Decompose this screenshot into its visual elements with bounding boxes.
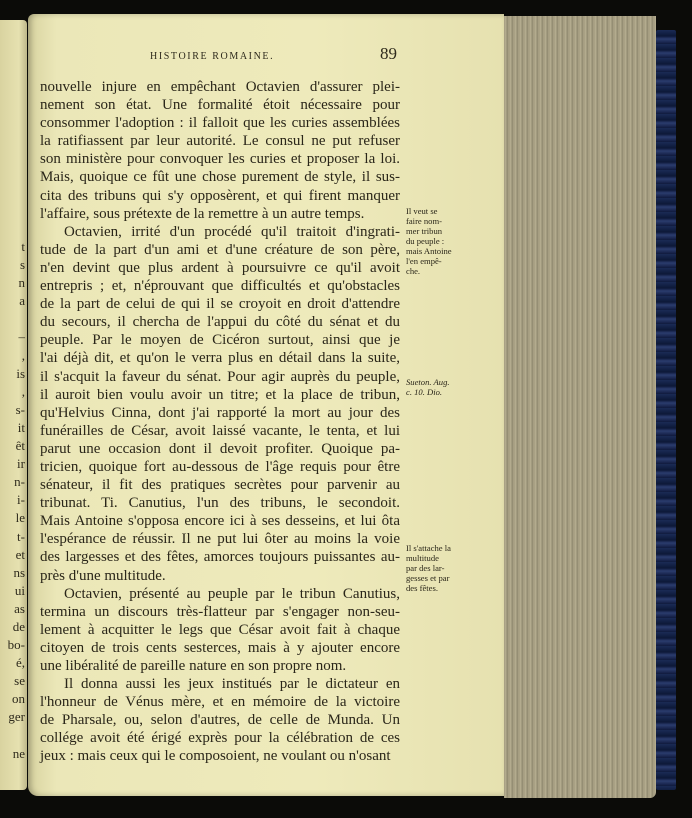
text-line: son ministère pour convoquer les curies et proposer la loi. — [40, 151, 400, 168]
margin-note-line: des fêtes. — [406, 583, 438, 593]
margin-note-line: l'en empê- — [406, 256, 442, 266]
previous-page-fragment: ne — [12, 745, 25, 761]
previous-page-fragment: êt — [15, 438, 25, 454]
text-line: collége avoit été érigé exprès pour la célébration de ces — [40, 730, 400, 747]
margin-note-line: faire nom- — [406, 216, 443, 226]
text-line: nouvelle injure en empêchant Octavien d'assurer plei- — [40, 79, 400, 95]
text-line: du secours, il chercha de l'appui du côté du sénat et du — [40, 314, 400, 331]
previous-page-fragment: de — [12, 618, 25, 634]
previous-page-fragment: é, — [15, 655, 25, 671]
text-line: parut une occasion dont il devoit profiter. Quoique pa- — [40, 440, 400, 457]
running-title: HISTOIRE ROMAINE. — [150, 51, 275, 62]
previous-page-fragment: t — [21, 239, 25, 254]
text-line: nement son état. Une formalité étoit nécessaire pour — [40, 97, 400, 114]
text-line: tude de la part d'un ami et d'une créature de son père, — [40, 241, 400, 258]
text-line: des largesses et des fêtes, amorces toujours puissantes au- — [40, 549, 400, 566]
body-text — [40, 78, 400, 766]
text-line: de la part de celui de qui il se croyoit en droit d'attendre — [40, 296, 400, 313]
margin-note-line: par des lar- — [406, 563, 445, 573]
margin-note-line: du peuple : — [406, 236, 445, 246]
text-line: l'espérance de réussir. Il ne put lui ôter au moins la voie — [40, 531, 400, 548]
page-number: 89 — [380, 44, 397, 63]
margin-note-line: multitude — [406, 553, 439, 563]
text-line: funérailles de César, avoit laissé vacante, le tenta, et lui — [40, 422, 400, 439]
text-line: jeux : mais ceux qui le composoient, ne voulant ou n'osant — [40, 748, 391, 765]
text-line: Il donna aussi les jeux institués par le dictateur en — [64, 676, 400, 693]
text-line: l'affaire, sous prétexte de la remettre à un autre temps. — [40, 205, 365, 222]
text-line: peuple. Par le moyen de Cicéron surtout, ainsi que je — [40, 332, 400, 349]
book-binding — [656, 30, 676, 790]
text-line: Mais, quoique ce fût une chose purement de style, il sus- — [40, 169, 400, 186]
page-block-edges — [504, 16, 656, 798]
text-line: il s'acquit la faveur du sénat. Pour agir auprès du peuple, — [40, 368, 400, 385]
text-line: qu'Helvius Cinna, dont j'ai rapporté la mort au jour des — [40, 404, 400, 421]
previous-page-fragment: as — [14, 600, 25, 616]
previous-page-fragment — [0, 310, 25, 328]
text-line: de Pharsale, ou, selon d'autres, de celle de Munda. Un — [40, 712, 400, 729]
previous-page-fragment — [0, 727, 25, 745]
margin-note-line: Sueton. Aug. — [406, 377, 450, 387]
text-line: l'honneur de Vénus mère, et en mémoire de la victoire — [40, 694, 400, 711]
previous-page-edge — [0, 20, 27, 790]
margin-note-line: mer tribun — [406, 226, 443, 236]
previous-page-fragment: se — [14, 673, 25, 689]
previous-page-fragment: is — [16, 365, 25, 381]
previous-page-fragment: , — [21, 383, 25, 399]
previous-page-fragment: ger — [8, 709, 25, 725]
margin-note-line: c. 10. Dio. — [406, 387, 443, 397]
previous-page-fragment: , — [21, 347, 25, 363]
previous-page-text-fragments — [0, 238, 25, 763]
previous-page-fragment: n- — [14, 474, 25, 490]
margin-note-line: Il s'attache la — [406, 543, 451, 553]
text-line: Octavien, présenté au peuple par le tribun Canutius, — [64, 585, 400, 602]
previous-page-fragment: – — [18, 329, 25, 345]
text-line: Mais Antoine s'opposa encore ici à ses desseins, et lui ôta — [40, 513, 400, 530]
previous-page-fragment: on — [12, 691, 25, 707]
text-line: entrepris ; et, n'éprouvant que difficultés et qu'obstacles — [40, 278, 400, 295]
text-line: Octavien, irrité d'un procédé qu'il traitoit d'ingrati- — [64, 223, 400, 240]
previous-page-fragment: ns — [13, 564, 25, 580]
previous-page-fragment: ui — [14, 582, 25, 598]
margin-note-line: che. — [406, 266, 421, 276]
margin-note-line: mais Antoine — [406, 246, 452, 256]
previous-page-fragment: it — [17, 419, 25, 435]
previous-page-fragment: a — [19, 293, 25, 309]
text-line: lement à acquitter le legs que César avoit fait à chaque — [40, 621, 400, 638]
text-line: consommer l'adoption : il falloit que les curies assemblées — [40, 115, 400, 132]
text-line: tribunat. Ti. Canutius, l'un des tribuns, le secondoit. — [40, 495, 400, 512]
text-line: une libéralité de pareille nature en son propre nom. — [40, 658, 347, 674]
text-line: l'ai déjà dit, et qu'on le verra plus en détail dans la suite, — [40, 350, 400, 367]
text-line: la ratifiassent par leur autorité. Le consul ne put refuser — [40, 133, 400, 150]
margin-note-largesses — [406, 543, 490, 593]
text-line: citoyen de trois cents sesterces, mais à y ajouter encore — [40, 639, 400, 656]
text-line: n'en devint que plus ardent à poursuivre ce qu'il avoit — [40, 259, 400, 276]
margin-note-line: gesses et par — [406, 573, 450, 583]
text-line: près d'une multitude. — [40, 567, 166, 584]
margin-note-tribun — [406, 206, 490, 276]
previous-page-fragment: le — [15, 510, 25, 526]
margin-note-line: Il veut se — [406, 206, 438, 216]
previous-page-fragment: ir — [17, 456, 25, 472]
margin-note-citation — [406, 377, 490, 397]
previous-page-fragment: bo- — [7, 637, 25, 653]
previous-page-fragment: n — [18, 275, 25, 291]
previous-page-fragment: s- — [15, 401, 25, 417]
previous-page-fragment: et — [15, 546, 25, 562]
previous-page-fragment: s — [19, 257, 25, 273]
text-line: termina un discours très-flatteur par s'engager non-seu- — [40, 603, 400, 620]
text-line: tricien, quoique fort au-dessous de l'âge requis pour être — [40, 458, 400, 475]
text-line: cita des tribuns qui s'y opposèrent, et qui firent manquer — [40, 187, 400, 204]
text-line: il auroit bien voulu avoir un titre; et la place de tribun, — [40, 386, 400, 403]
previous-page-fragment: t- — [17, 528, 25, 544]
text-line: sénateur, il fit des pratiques secrètes pour parvenir au — [40, 477, 400, 494]
previous-page-fragment: i- — [17, 492, 25, 508]
